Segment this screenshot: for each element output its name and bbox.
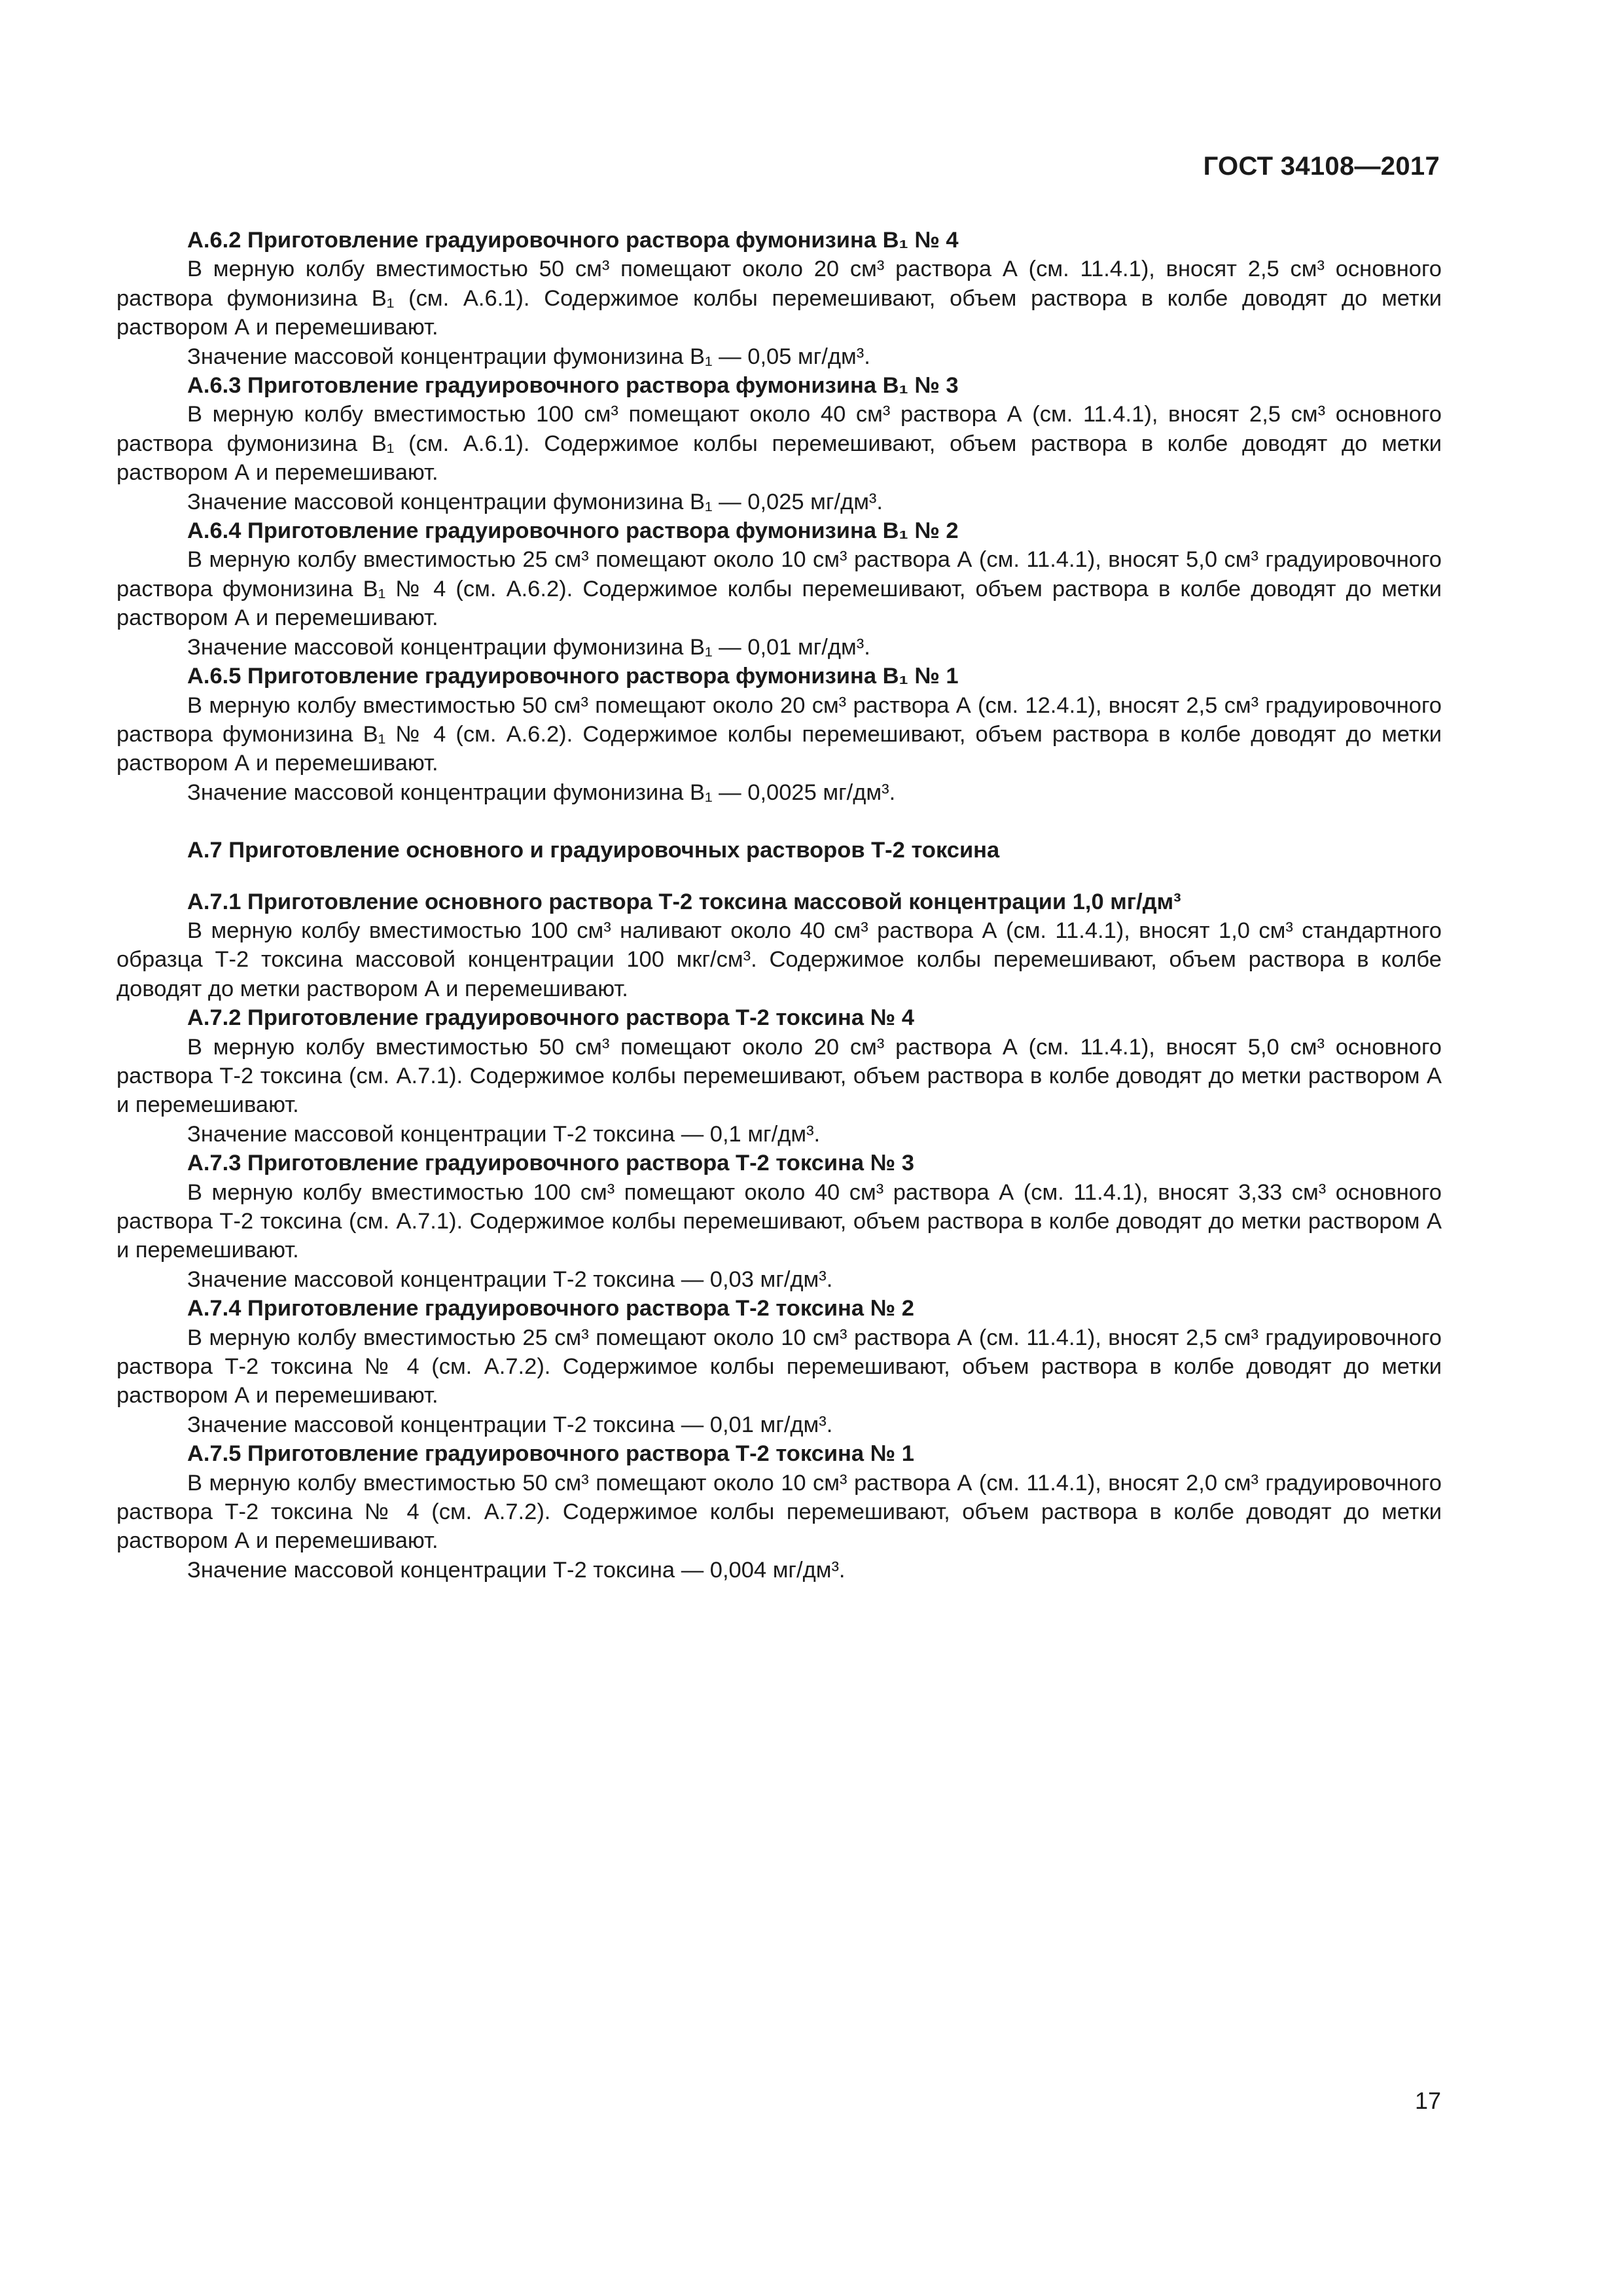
paragraph: В мерную колбу вместимостью 50 см³ помещают около 10 см³ раствора А (см. 11.4.1), вносят 2,0 см³ градуировочного раствора Т-2 токсина № 4 (см. А.7.2). Содержимое колбы перемешивают, объем раствора в колбе доводят до метки раствором А и перемешивают. [116, 1470, 1442, 1554]
section-heading-a-7: А.7 Приготовление основного и градуировочных растворов Т-2 токсина [187, 838, 1000, 863]
concentration-value: Значение массовой концентрации фумонизина В₁ — 0,01 мг/дм³. [187, 634, 870, 660]
page-number: 17 [1414, 2087, 1441, 2114]
paragraph: В мерную колбу вместимостью 25 см³ помещают около 10 см³ раствора А (см. 11.4.1), вносят 5,0 см³ градуировочного раствора фумонизина В₁ № 4 (см. А.6.2). Содержимое колбы перемешивают, объем раствора в колбе доводят до метки раствором А и перемешивают. [116, 547, 1442, 631]
concentration-value: Значение массовой концентрации фумонизина В₁ — 0,0025 мг/дм³. [187, 780, 896, 805]
document-body [116, 226, 1442, 1585]
paragraph: В мерную колбу вместимостью 100 см³ наливают около 40 см³ раствора А (см. 11.4.1), вносят 1,0 см³ стандартного образца Т-2 токсина массовой концентрации 100 мкг/см³. Содержимое колбы перемешивают, объем раствора в колбе доводят до метки раствором А и перемешивают. [116, 918, 1442, 1001]
subsection-heading-a-6-5: А.6.5 Приготовление градуировочного раствора фумонизина В₁ № 1 [187, 664, 959, 689]
paragraph: В мерную колбу вместимостью 100 см³ помещают около 40 см³ раствора А (см. 11.4.1), вносят 3,33 см³ основного раствора Т-2 токсина (см. А.7.1). Содержимое колбы перемешивают, объем раствора в колбе доводят до метки раствором А и перемешивают. [116, 1179, 1442, 1263]
concentration-value: Значение массовой концентрации фумонизина В₁ — 0,025 мг/дм³. [187, 489, 883, 514]
paragraph: В мерную колбу вместимостью 25 см³ помещают около 10 см³ раствора А (см. 11.4.1), вносят 2,5 см³ градуировочного раствора Т-2 токсина № 4 (см. А.7.2). Содержимое колбы перемешивают, объем раствора в колбе доводят до метки раствором А и перемешивают. [116, 1325, 1442, 1408]
subsection-heading-a-6-4: А.6.4 Приготовление градуировочного раствора фумонизина В₁ № 2 [187, 518, 959, 544]
concentration-value: Значение массовой концентрации Т-2 токсина — 0,004 мг/дм³. [187, 1557, 846, 1583]
subsection-heading-a-6-3: А.6.3 Приготовление градуировочного раствора фумонизина В₁ № 3 [187, 373, 959, 399]
subsection-heading-a-7-2: А.7.2 Приготовление градуировочного раствора Т-2 токсина № 4 [187, 1005, 914, 1031]
subsection-heading-a-7-3: А.7.3 Приготовление градуировочного раствора Т-2 токсина № 3 [187, 1151, 914, 1176]
concentration-value: Значение массовой концентрации Т-2 токсина — 0,01 мг/дм³. [187, 1412, 833, 1437]
paragraph: В мерную колбу вместимостью 100 см³ помещают около 40 см³ раствора А (см. 11.4.1), вносят 2,5 см³ основного раствора фумонизина В₁ (см. А.6.1). Содержимое колбы перемешивают, объем раствора в колбе доводят до метки раствором А и перемешивают. [116, 402, 1442, 486]
paragraph: В мерную колбу вместимостью 50 см³ помещают около 20 см³ раствора А (см. 11.4.1), вносят 2,5 см³ основного раствора фумонизина В₁ (см. А.6.1). Содержимое колбы перемешивают, объем раствора в колбе доводят до метки раствором А и перемешивают. [116, 257, 1442, 340]
concentration-value: Значение массовой концентрации Т-2 токсина — 0,1 мг/дм³. [187, 1121, 821, 1147]
subsection-heading-a-7-4: А.7.4 Приготовление градуировочного раствора Т-2 токсина № 2 [187, 1296, 914, 1321]
standard-designation: ГОСТ 34108—2017 [1203, 152, 1440, 181]
subsection-heading-a-7-1: А.7.1 Приготовление основного раствора Т-2 токсина массовой концентрации 1,0 мг/дм³ [187, 889, 1181, 914]
concentration-value: Значение массовой концентрации Т-2 токсина — 0,03 мг/дм³. [187, 1266, 833, 1292]
paragraph: В мерную колбу вместимостью 50 см³ помещают около 20 см³ раствора А (см. 12.4.1), вносят 2,5 см³ градуировочного раствора фумонизина В₁ № 4 (см. А.6.2). Содержимое колбы перемешивают, объем раствора в колбе доводят до метки раствором А и перемешивают. [116, 692, 1442, 776]
concentration-value: Значение массовой концентрации фумонизина В₁ — 0,05 мг/дм³. [187, 344, 870, 369]
paragraph: В мерную колбу вместимостью 50 см³ помещают около 20 см³ раствора А (см. 11.4.1), вносят 5,0 см³ основного раствора Т-2 токсина (см. А.7.1). Содержимое колбы перемешивают, объем раствора в колбе доводят до метки раствором А и перемешивают. [116, 1034, 1442, 1118]
subsection-heading-a-6-2: А.6.2 Приготовление градуировочного раствора фумонизина В₁ № 4 [187, 228, 959, 253]
subsection-heading-a-7-5: А.7.5 Приготовление градуировочного раствора Т-2 токсина № 1 [187, 1441, 914, 1467]
